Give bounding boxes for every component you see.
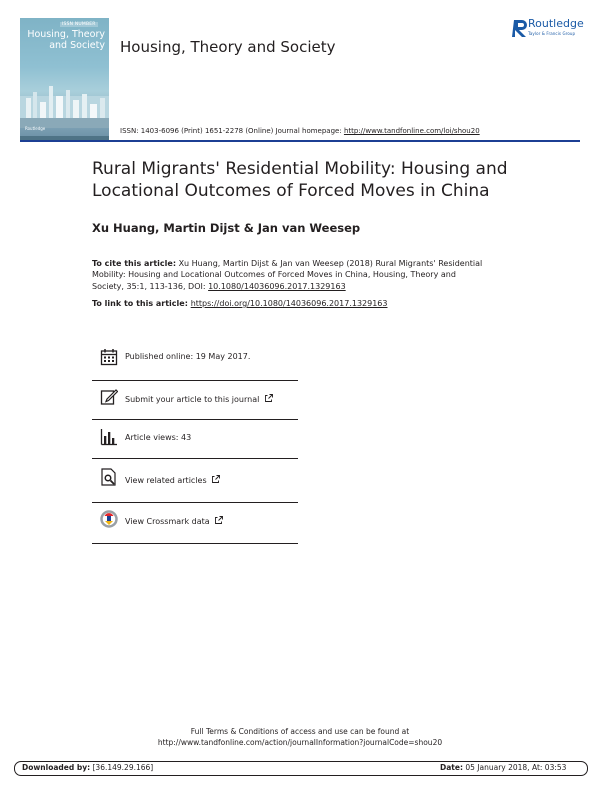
citation-text: Society, 35:1, 113-136, DOI:	[92, 281, 209, 291]
edit-icon[interactable]	[100, 388, 118, 406]
citation-line	[92, 258, 532, 269]
issn-line	[120, 127, 480, 135]
cover-publisher-mark: Routledge	[25, 126, 46, 131]
cover-city-image	[20, 78, 109, 128]
download-date-label: Date:	[440, 763, 463, 772]
download-date-value: 05 January 2018, At: 03:53	[462, 763, 567, 772]
cover-title	[25, 29, 105, 51]
downloaded-by	[22, 763, 153, 772]
article-link-line	[92, 299, 388, 308]
related-articles-link[interactable]	[125, 475, 220, 485]
cover-tag: ISSN NUMBER	[62, 22, 96, 27]
terms-text: Full Terms & Conditions of access and use can be found at	[190, 727, 410, 736]
issn-text: ISSN: 1403-6096 (Print) 1651-2278 (Online) Journal homepage:	[120, 127, 344, 135]
journal-cover	[20, 18, 109, 140]
article-title-line: Rural Migrants' Residential Mobility: Housing and	[92, 159, 508, 179]
info-divider	[92, 502, 298, 503]
article-link[interactable]: https://doi.org/10.1080/14036096.2017.1329163	[190, 299, 388, 308]
cover-title-line: and Society	[49, 40, 105, 51]
citation-line: Mobility: Housing and Locational Outcomes of Forced Moves in China, Housing, Theory and	[92, 270, 456, 280]
terms-notice	[100, 727, 500, 748]
external-link-icon	[264, 394, 273, 403]
external-link-icon	[211, 475, 220, 484]
article-title	[92, 158, 552, 202]
downloaded-by-label: Downloaded by:	[22, 763, 91, 772]
journal-title[interactable]: Housing, Theory and Society	[120, 38, 336, 56]
citation-label: To cite this article:	[92, 259, 177, 268]
publisher-name: Routledge	[528, 17, 584, 30]
info-divider	[92, 380, 298, 381]
article-authors: Xu Huang, Martin Dijst & Jan van Weesep	[92, 221, 361, 235]
submit-article-text: Submit your article to this journal	[125, 395, 260, 404]
related-articles-text: View related articles	[125, 476, 207, 485]
info-divider	[92, 543, 298, 544]
citation-text: Xu Huang, Martin Dijst & Jan van Weesep (2018) Rural Migrants' Residential	[176, 259, 483, 268]
external-link-icon	[214, 516, 223, 525]
submit-article-link[interactable]	[125, 394, 273, 404]
crossmark-icon[interactable]	[100, 510, 118, 528]
crossmark-text: View Crossmark data	[125, 517, 210, 526]
calendar-icon	[100, 348, 118, 366]
download-date	[440, 763, 566, 772]
terms-link[interactable]: http://www.tandfonline.com/action/journalInformation?journalCode=shou20	[157, 737, 443, 747]
downloaded-by-value: [36.149.29.166]	[90, 763, 154, 772]
bar-chart-icon	[100, 428, 118, 446]
article-title-line: Locational Outcomes of Forced Moves in China	[92, 181, 490, 201]
doi-link[interactable]: 10.1080/14036096.2017.1329163	[208, 281, 346, 291]
crossmark-link[interactable]	[125, 516, 223, 526]
publisher-tagline: Taylor & Francis Group	[528, 31, 576, 36]
cover-title-line: Housing, Theory	[27, 29, 105, 40]
article-link-label: To link to this article:	[92, 299, 191, 308]
related-search-icon[interactable]	[100, 468, 118, 486]
published-online-text: Published online: 19 May 2017.	[125, 352, 251, 361]
info-divider	[92, 419, 298, 420]
citation-line	[92, 281, 532, 292]
article-views-text: Article views: 43	[125, 433, 192, 442]
header-divider	[20, 140, 580, 142]
journal-homepage-link[interactable]: http://www.tandfonline.com/loi/shou20	[343, 127, 480, 135]
info-divider	[92, 458, 298, 459]
citation-block	[92, 258, 532, 292]
